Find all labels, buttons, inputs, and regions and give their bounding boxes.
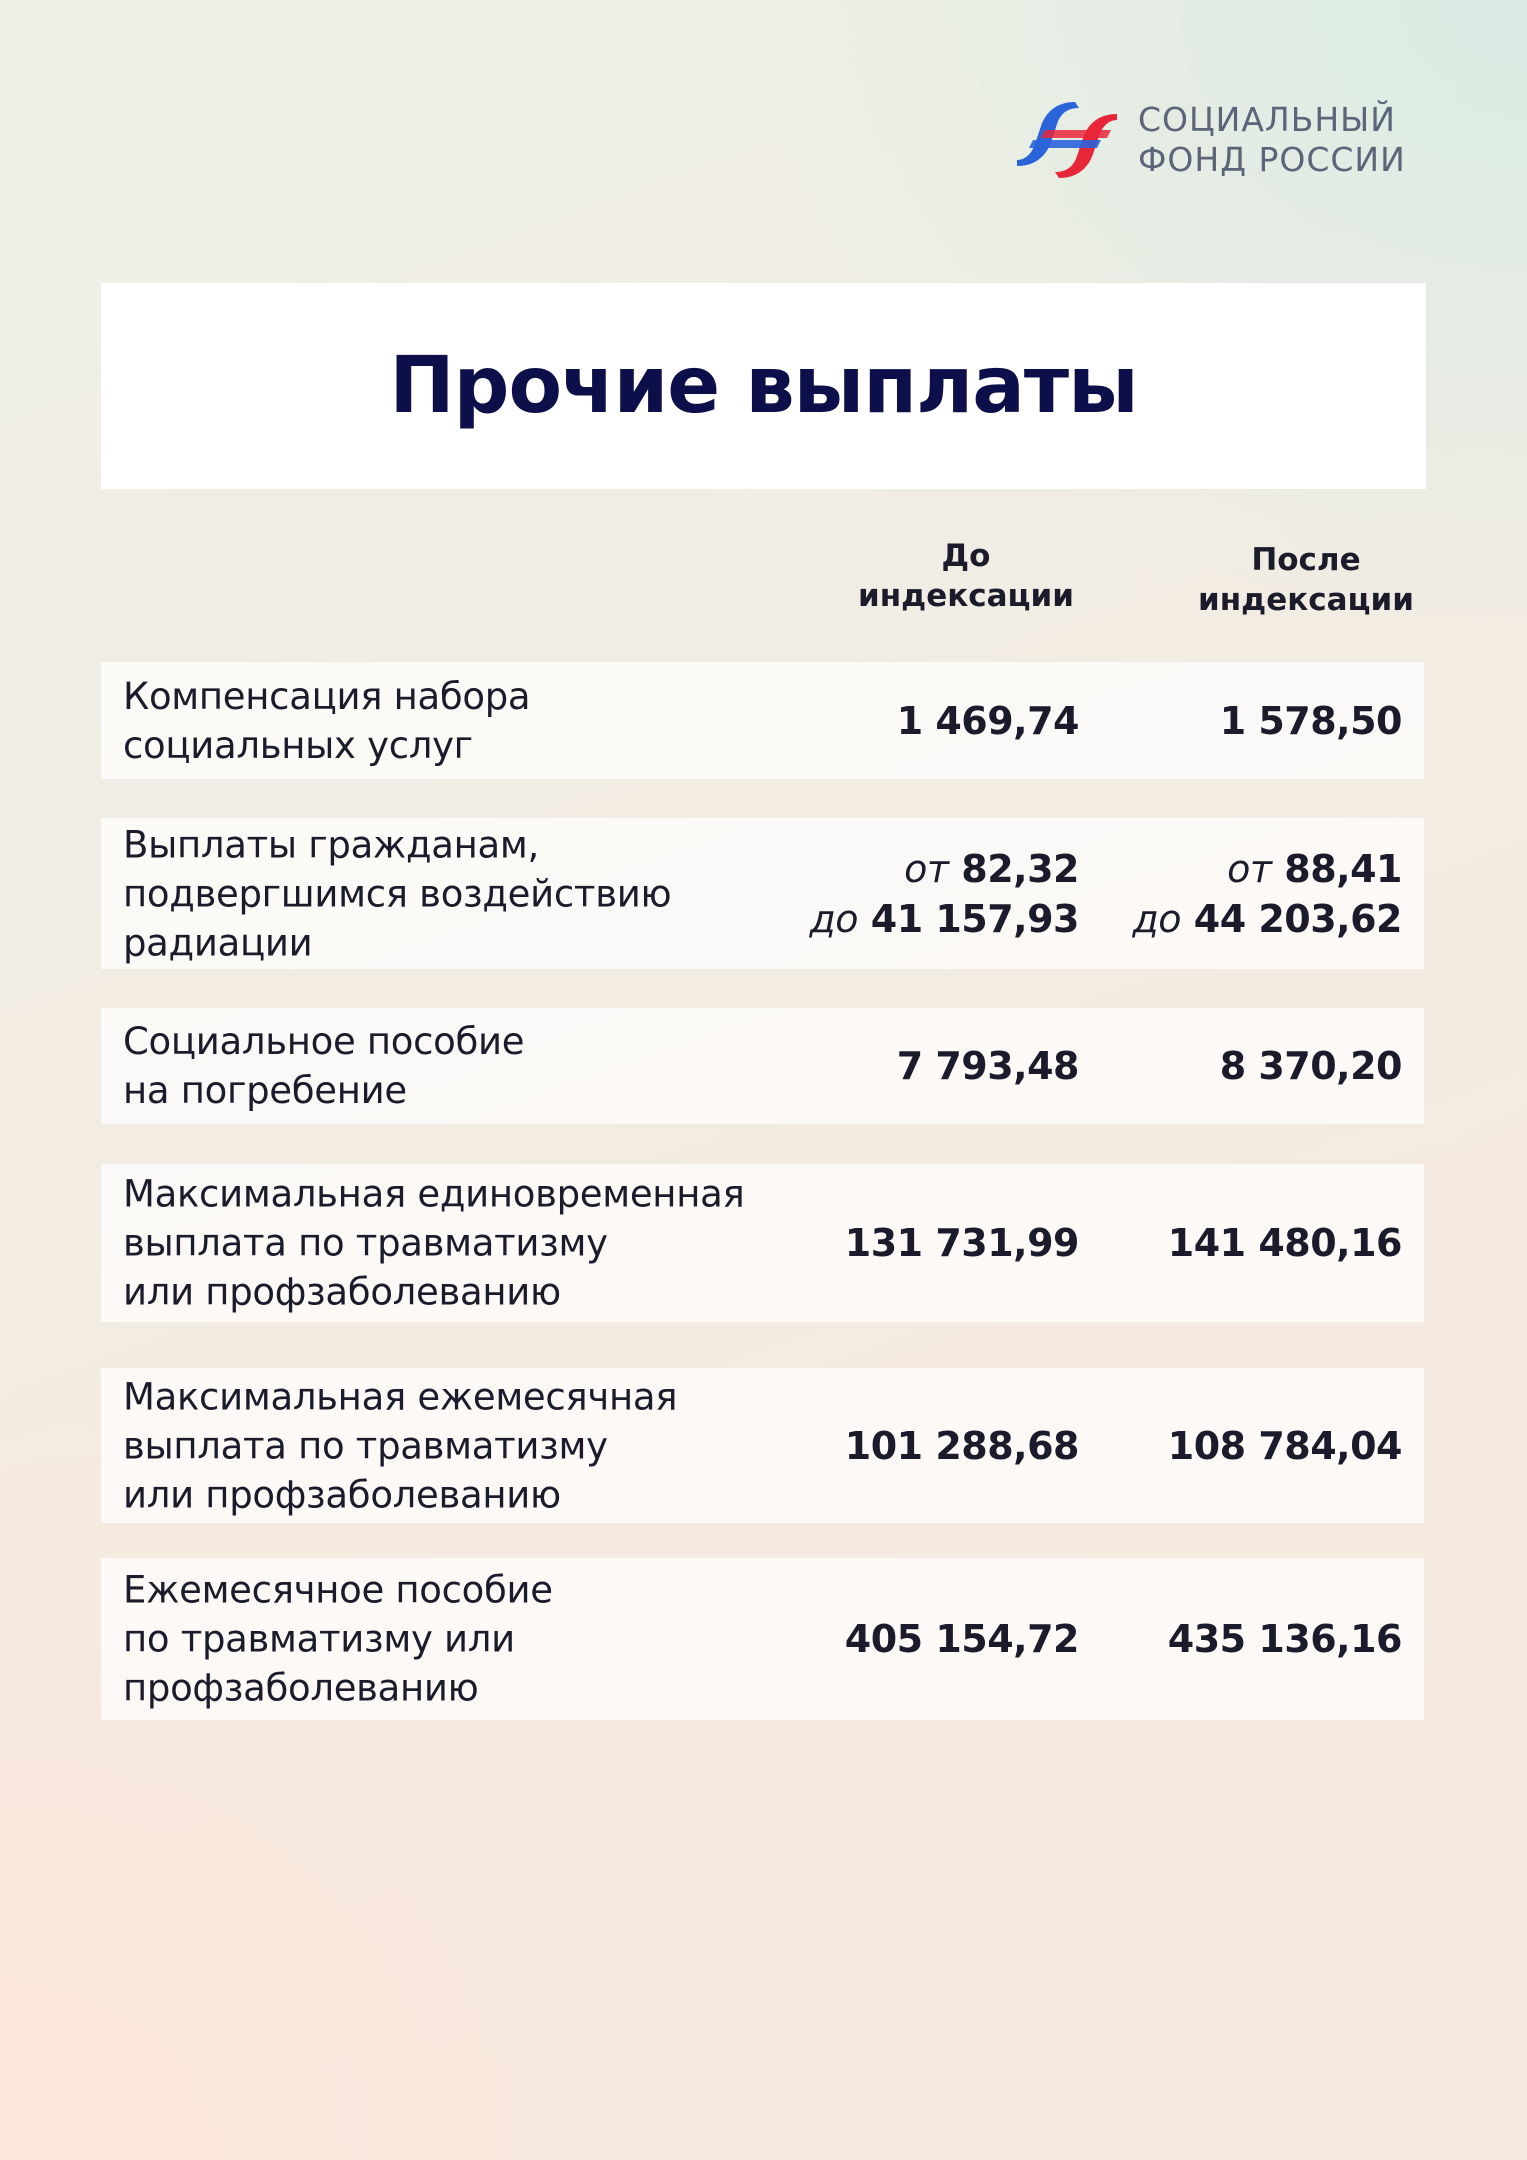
column-header-after (1166, 540, 1446, 620)
table-row (101, 818, 1424, 969)
row-label: Ежемесячное пособие по травматизму или профзаболеванию (123, 1568, 553, 1710)
column-header-after-text: После индексации (1198, 542, 1414, 618)
page-title: Прочие выплаты (389, 341, 1138, 431)
prefix-from: от (904, 846, 949, 891)
value-after: 141 480,16 (1167, 1221, 1402, 1265)
value-before: 405 154,72 (844, 1617, 1079, 1661)
table-row (101, 1368, 1424, 1523)
table-row (101, 1164, 1424, 1322)
title-box (101, 283, 1426, 489)
table-row (101, 662, 1424, 779)
row-label: Социальное пособие на погребение (123, 1020, 525, 1112)
table-row (101, 1008, 1424, 1124)
sfr-logo (1015, 96, 1435, 186)
value-after: 435 136,16 (1167, 1617, 1402, 1661)
value-after: 1 578,50 (1219, 698, 1402, 743)
row-label: Компенсация набора социальных услуг (123, 674, 531, 767)
prefix-from: от (1227, 846, 1272, 891)
value-before: 101 288,68 (844, 1423, 1079, 1468)
value-after: 108 784,04 (1167, 1423, 1402, 1468)
value-before (809, 844, 1079, 944)
value-after (1132, 844, 1402, 944)
table-row (101, 1558, 1424, 1720)
row-label: Выплаты гражданам, подвергшимся воздействию радиации (123, 823, 672, 964)
logo-line-2: ФОНД РОССИИ (1138, 140, 1406, 179)
prefix-to: до (809, 896, 859, 941)
column-header-before-text: До индексации (858, 538, 1074, 614)
sfr-logo-text (1138, 100, 1406, 180)
value-before-to: до 41 157,93 (809, 896, 1079, 941)
value-after-to: до 44 203,62 (1132, 896, 1402, 941)
value-before: 1 469,74 (896, 698, 1079, 743)
value-before: 131 731,99 (844, 1221, 1079, 1265)
column-header-before (826, 536, 1106, 616)
value-before-from: от 82,32 (904, 846, 1079, 891)
prefix-to: до (1132, 896, 1182, 941)
sfr-logo-icon (1015, 96, 1119, 184)
row-label: Максимальная единовременная выплата по травматизму или профзаболеванию (123, 1172, 745, 1314)
value-after-from: от 88,41 (1227, 846, 1402, 891)
value-after: 8 370,20 (1219, 1044, 1402, 1088)
value-before: 7 793,48 (896, 1044, 1079, 1088)
row-label: Максимальная ежемесячная выплата по травматизму или профзаболеванию (123, 1375, 678, 1516)
logo-line-1: СОЦИАЛЬНЫЙ (1138, 100, 1396, 139)
